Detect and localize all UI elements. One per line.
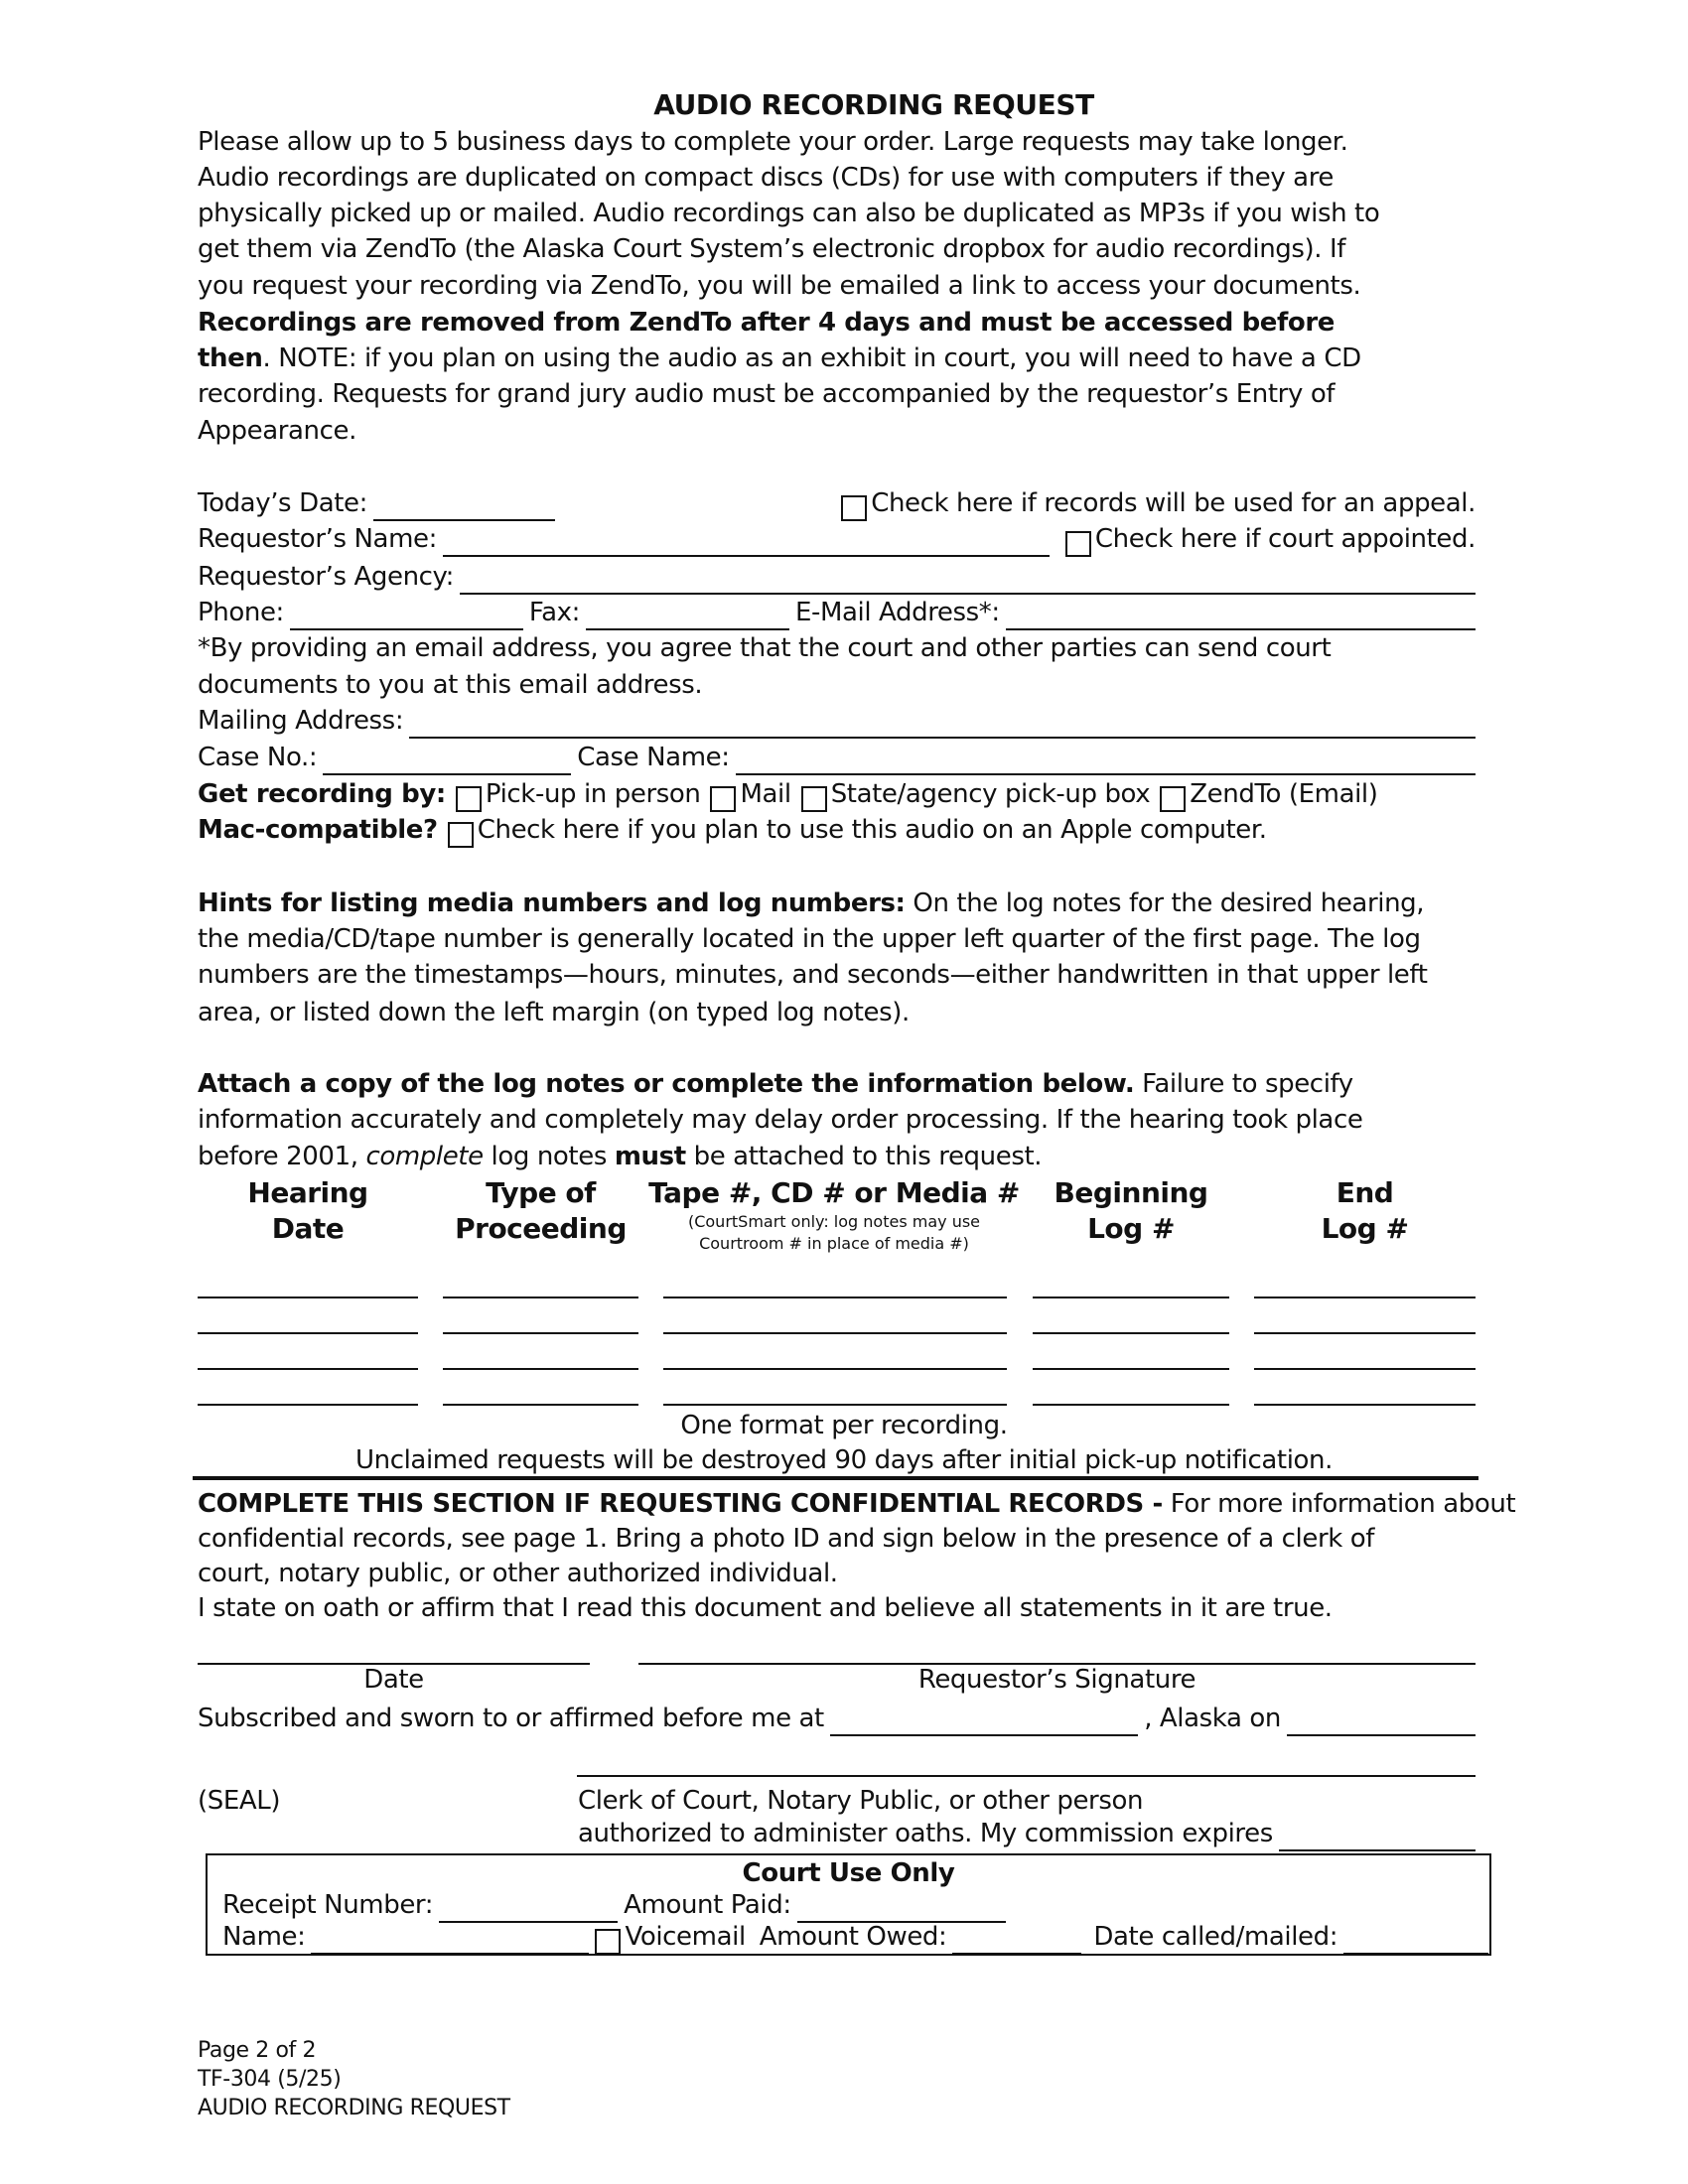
clerk-signature-line[interactable] bbox=[577, 1775, 1476, 1777]
intro-bold: then bbox=[198, 343, 263, 373]
mac-row bbox=[198, 812, 1476, 848]
requestor-name-label: Requestor’s Name: bbox=[198, 524, 437, 554]
media-note-line: Courtroom # in place of media #) bbox=[699, 1234, 969, 1253]
mail-label: Mail bbox=[740, 779, 791, 809]
attach-text: Failure to specify bbox=[1134, 1069, 1353, 1099]
header-line: Hearing bbox=[247, 1176, 368, 1209]
name-label: Name: bbox=[222, 1922, 306, 1952]
table-entry-line[interactable] bbox=[1033, 1297, 1229, 1298]
commission-row bbox=[578, 1816, 1476, 1851]
box-checkbox[interactable] bbox=[801, 786, 827, 812]
todays-date-label: Today’s Date: bbox=[198, 488, 367, 518]
form-row bbox=[198, 485, 1476, 521]
media-note-line: (CourtSmart only: log notes may use bbox=[687, 1212, 981, 1231]
confidential-text: For more information about bbox=[1162, 1489, 1516, 1519]
attach-italic: complete bbox=[365, 1142, 484, 1171]
table-entry-line[interactable] bbox=[663, 1368, 1007, 1370]
header-line: Type of bbox=[486, 1176, 596, 1209]
box-label: State/agency pick-up box bbox=[830, 779, 1151, 809]
hints-text: On the log notes for the desired hearing, bbox=[905, 888, 1425, 918]
confidential-line: court, notary public, or other authorized individual. bbox=[198, 1559, 838, 1588]
agency-field[interactable] bbox=[460, 565, 1476, 595]
attach-text: be attached to this request. bbox=[685, 1142, 1043, 1171]
requestor-name-field[interactable] bbox=[443, 527, 1050, 557]
pickup-checkbox[interactable] bbox=[456, 786, 482, 812]
attach-line: information accurately and completely may delay order processing. If the hearing took place bbox=[198, 1105, 1363, 1135]
table-entry-line[interactable] bbox=[198, 1404, 418, 1406]
header-line: Log # bbox=[1087, 1212, 1175, 1245]
email-note: *By providing an email address, you agree that the court and other parties can send court bbox=[198, 633, 1332, 663]
footer-page: Page 2 of 2 bbox=[198, 2038, 317, 2063]
mail-checkbox[interactable] bbox=[710, 786, 736, 812]
alaska-on-label: , Alaska on bbox=[1144, 1704, 1281, 1733]
commission-expires-field[interactable] bbox=[1279, 1822, 1476, 1851]
table-entry-line[interactable] bbox=[663, 1332, 1007, 1334]
header-line: Beginning bbox=[1054, 1176, 1208, 1209]
hints-line bbox=[198, 886, 1424, 921]
commission-label: authorized to administer oaths. My commission expires bbox=[578, 1819, 1273, 1848]
delivery-row bbox=[198, 776, 1476, 812]
intro-line: physically picked up or mailed. Audio recordings can also be duplicated as MP3s if you wish to bbox=[198, 199, 1380, 228]
agency-label: Requestor’s Agency: bbox=[198, 562, 454, 592]
intro-line: Recordings are removed from ZendTo after 4 days and must be accessed before bbox=[198, 308, 1336, 338]
court-appointed-label: Check here if court appointed. bbox=[1094, 524, 1476, 554]
signature-label: Requestor’s Signature bbox=[917, 1665, 1196, 1695]
email-field[interactable] bbox=[1006, 601, 1476, 630]
court-use-row bbox=[222, 1887, 1474, 1923]
table-entry-line[interactable] bbox=[1033, 1404, 1229, 1406]
header-media bbox=[635, 1175, 1033, 1211]
zendto-label: ZendTo (Email) bbox=[1190, 779, 1378, 809]
intro-line: Audio recordings are duplicated on compact discs (CDs) for use with computers if they are bbox=[198, 163, 1335, 193]
fax-label: Fax: bbox=[528, 598, 580, 627]
header-line: Tape #, CD # or Media # bbox=[648, 1176, 1020, 1209]
sworn-date-field[interactable] bbox=[1287, 1706, 1476, 1736]
header-line: Proceeding bbox=[455, 1212, 627, 1245]
mailing-field[interactable] bbox=[409, 709, 1476, 739]
attach-heading: Attach a copy of the log notes or complete the information below. bbox=[198, 1069, 1135, 1099]
attach-text: log notes bbox=[483, 1142, 615, 1171]
voicemail-checkbox[interactable] bbox=[595, 1929, 621, 1955]
subscribed-row bbox=[198, 1701, 1476, 1736]
table-entry-line[interactable] bbox=[663, 1297, 1007, 1298]
table-entry-line[interactable] bbox=[198, 1297, 418, 1298]
table-entry-line[interactable] bbox=[198, 1332, 418, 1334]
appeal-label: Check here if records will be used for an appeal. bbox=[871, 488, 1476, 518]
table-entry-line[interactable] bbox=[1254, 1297, 1476, 1298]
clerk-label: Clerk of Court, Notary Public, or other person bbox=[578, 1786, 1144, 1816]
mac-check-label: Check here if you plan to use this audio on an Apple computer. bbox=[477, 815, 1267, 845]
header-end-log bbox=[1254, 1175, 1476, 1247]
hints-heading: Hints for listing media numbers and log numbers: bbox=[198, 888, 906, 918]
seal-label: (SEAL) bbox=[198, 1786, 281, 1816]
header-line: Date bbox=[271, 1212, 345, 1245]
table-entry-line[interactable] bbox=[443, 1404, 638, 1406]
mac-checkbox[interactable] bbox=[448, 822, 474, 848]
header-line: Log # bbox=[1321, 1212, 1409, 1245]
attach-line bbox=[198, 1139, 1042, 1174]
hints-line: the media/CD/tape number is generally located in the upper left quarter of the first page. The log bbox=[198, 924, 1421, 954]
confidential-line bbox=[198, 1486, 1515, 1522]
date-called-field[interactable] bbox=[1343, 1925, 1488, 1955]
unclaimed-note: Unclaimed requests will be destroyed 90 days after initial pick-up notification. bbox=[354, 1445, 1333, 1475]
email-note: documents to you at this email address. bbox=[198, 670, 703, 700]
form-row bbox=[198, 595, 1476, 630]
name-field[interactable] bbox=[311, 1925, 589, 1955]
table-entry-line[interactable] bbox=[1254, 1368, 1476, 1370]
date-called-label: Date called/mailed: bbox=[1093, 1922, 1338, 1952]
form-row bbox=[198, 559, 1476, 595]
intro-line: Please allow up to 5 business days to complete your order. Large requests may take longer. bbox=[198, 127, 1348, 157]
court-use-title: Court Use Only bbox=[742, 1858, 955, 1888]
zendto-checkbox[interactable] bbox=[1160, 786, 1186, 812]
amount-owed-label: Amount Owed: bbox=[759, 1922, 947, 1952]
attach-bold: must bbox=[614, 1142, 686, 1171]
form-row bbox=[198, 740, 1476, 775]
get-by-label: Get recording by: bbox=[198, 779, 446, 809]
header-type bbox=[443, 1175, 638, 1247]
mailing-label: Mailing Address: bbox=[198, 706, 404, 736]
date-label: Date bbox=[363, 1665, 424, 1695]
amount-owed-field[interactable] bbox=[952, 1925, 1081, 1955]
table-entry-line[interactable] bbox=[443, 1332, 638, 1334]
table-entry-line[interactable] bbox=[443, 1368, 638, 1370]
case-name-field[interactable] bbox=[736, 746, 1476, 775]
intro-line: Appearance. bbox=[198, 416, 356, 446]
pickup-label: Pick-up in person bbox=[485, 779, 701, 809]
hints-line: numbers are the timestamps—hours, minutes, and seconds—either handwritten in that upper left bbox=[198, 960, 1428, 990]
header-line: End bbox=[1336, 1176, 1394, 1209]
case-no-field[interactable] bbox=[323, 746, 571, 775]
table-entry-line[interactable] bbox=[1033, 1332, 1229, 1334]
phone-label: Phone: bbox=[198, 598, 284, 627]
fax-field[interactable] bbox=[586, 601, 789, 630]
voicemail-label: Voicemail bbox=[625, 1922, 746, 1952]
intro-line: recording. Requests for grand jury audio must be accompanied by the requestor’s Entry of bbox=[198, 379, 1336, 409]
footer-name: AUDIO RECORDING REQUEST bbox=[198, 2096, 510, 2120]
amount-paid-label: Amount Paid: bbox=[624, 1890, 791, 1920]
table-entry-line[interactable] bbox=[663, 1404, 1007, 1406]
form-row bbox=[198, 703, 1476, 739]
case-name-label: Case Name: bbox=[577, 743, 730, 772]
confidential-heading: COMPLETE THIS SECTION IF REQUESTING CONFIDENTIAL RECORDS - bbox=[198, 1489, 1163, 1519]
todays-date-field[interactable] bbox=[373, 491, 555, 521]
mac-label: Mac-compatible? bbox=[198, 815, 438, 845]
court-use-box bbox=[206, 1853, 1491, 1956]
intro-line: get them via ZendTo (the Alaska Court System’s electronic dropbox for audio recordings). If bbox=[198, 234, 1346, 264]
one-format-note: One format per recording. bbox=[680, 1411, 1008, 1440]
confidential-line: I state on oath or affirm that I read this document and believe all statements in it are true. bbox=[198, 1593, 1333, 1623]
section-divider bbox=[193, 1476, 1478, 1480]
appeal-checkbox[interactable] bbox=[841, 495, 867, 521]
case-no-label: Case No.: bbox=[198, 743, 318, 772]
media-note bbox=[635, 1211, 1033, 1255]
table-entry-line[interactable] bbox=[1254, 1404, 1476, 1406]
phone-field[interactable] bbox=[290, 601, 523, 630]
header-hearing-date bbox=[198, 1175, 418, 1247]
table-entry-line[interactable] bbox=[1033, 1368, 1229, 1370]
court-use-row bbox=[222, 1919, 1488, 1955]
court-appointed-checkbox[interactable] bbox=[1065, 531, 1091, 557]
location-field[interactable] bbox=[830, 1706, 1138, 1736]
table-entry-line[interactable] bbox=[1254, 1332, 1476, 1334]
header-beginning-log bbox=[1033, 1175, 1229, 1247]
confidential-line: confidential records, see page 1. Bring a photo ID and sign below in the presence of a clerk of bbox=[198, 1524, 1375, 1554]
attach-text: before 2001, bbox=[198, 1142, 366, 1171]
form-row bbox=[198, 521, 1476, 557]
email-label: E-Mail Address*: bbox=[794, 598, 1000, 627]
attach-line bbox=[198, 1066, 1353, 1102]
intro-line: you request your recording via ZendTo, you will be emailed a link to access your documents. bbox=[198, 271, 1361, 301]
intro-line bbox=[198, 341, 1361, 376]
page-title: AUDIO RECORDING REQUEST bbox=[653, 88, 1094, 121]
subscribed-label: Subscribed and sworn to or affirmed before me at bbox=[198, 1704, 824, 1733]
table-entry-line[interactable] bbox=[443, 1297, 638, 1298]
hints-line: area, or listed down the left margin (on typed log notes). bbox=[198, 998, 910, 1027]
table-entry-line[interactable] bbox=[198, 1368, 418, 1370]
intro-text-span: . NOTE: if you plan on using the audio as an exhibit in court, you will need to have a CD bbox=[262, 343, 1361, 373]
footer-form: TF-304 (5/25) bbox=[198, 2067, 342, 2092]
receipt-label: Receipt Number: bbox=[222, 1890, 434, 1920]
